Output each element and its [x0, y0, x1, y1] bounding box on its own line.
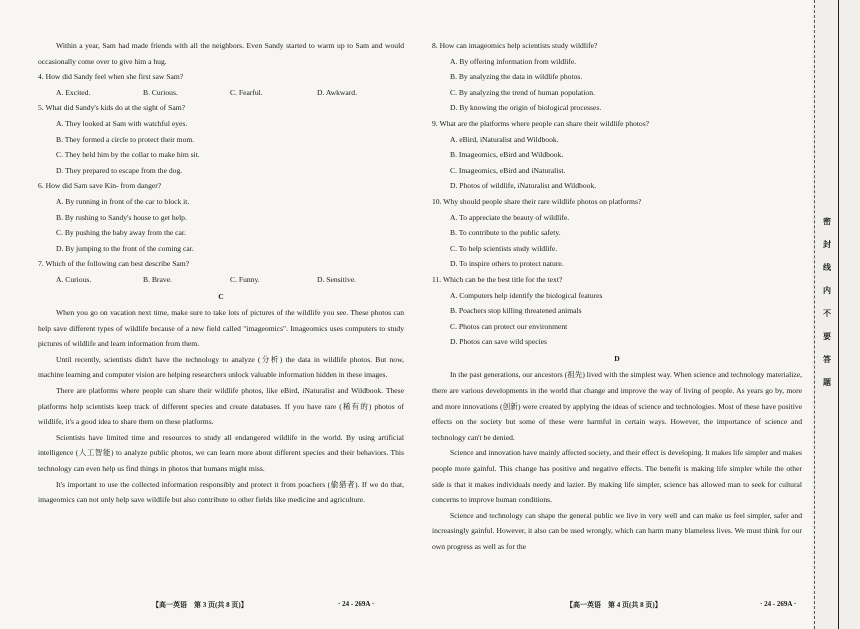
- option: A. By offering information from wildlife.: [450, 56, 577, 66]
- option: B. Poachers stop killing threatened animals: [450, 306, 582, 316]
- seal-char: 不: [823, 309, 831, 318]
- option: B. They formed a circle to protect their mom.: [56, 134, 195, 144]
- left-column: [38, 38, 404, 508]
- seal-line: [814, 0, 815, 629]
- option: C. Photos can protect our environment: [450, 321, 568, 331]
- right-column: [432, 38, 802, 555]
- option: C. By analyzing the trend of human population.: [450, 87, 595, 97]
- question-11: 11. Which can be the best title for the text?: [432, 274, 563, 284]
- seal-char: 密: [823, 217, 831, 226]
- option: B. By rushing to Sandy's house to get help.: [56, 212, 187, 222]
- left-page-code: · 24 - 269A ·: [338, 600, 375, 608]
- seal-notice: [820, 210, 834, 394]
- question-4: 4. How did Sandy feel when she first saw Sam?: [38, 72, 184, 82]
- option: D. To inspire others to protect nature.: [450, 259, 564, 269]
- option: A. To appreciate the beauty of wildlife.: [450, 212, 570, 222]
- question-8: 8. How can imageomics help scientists study wildlife?: [432, 41, 598, 50]
- seal-char: 封: [823, 240, 831, 249]
- option: C. Fearful.: [230, 87, 263, 97]
- passage-b-tail: Within a year, Sam had made friends with all the neighbors. Even Sandy started to warm up to Sam and would occasionally come over to give him a hug.: [38, 41, 404, 66]
- passage-paragraph: Science and technology can shape the general public we live in very well and can make us feel simpler, safer and increasingly gainful. However, it also can be used wrongly, which can harm many blameless lives. We must think for our own progress as well as for the: [432, 510, 802, 551]
- option: C. To help scientists study wildlife.: [450, 243, 558, 253]
- question-4-options: [56, 85, 404, 101]
- seal-char: 要: [823, 332, 831, 341]
- question-7-options: [56, 272, 404, 288]
- option: D. By jumping to the front of the coming car.: [56, 243, 194, 253]
- passage-paragraph: It's important to use the collected information responsibly and protect it from poachers (偷猎者). If we do that, imageomics can not only help save wildlife but also contribute to other fields like medicine and agriculture.: [38, 479, 404, 505]
- seal-char: 线: [823, 263, 831, 272]
- right-page-footer: 【高一英语 第 4 页(共 8 页)】: [566, 601, 662, 609]
- option: A. They looked at Sam with watchful eyes.: [56, 118, 188, 128]
- option: B. By analyzing the data in wildlife photos.: [450, 72, 583, 82]
- question-5: 5. What did Sandy's kids do at the sight of Sam?: [38, 103, 185, 113]
- option: A. By running in front of the car to block it.: [56, 196, 190, 206]
- option: D. By knowing the origin of biological processes.: [450, 103, 602, 113]
- section-d-heading: D: [614, 353, 620, 363]
- option: C. Imageomics, eBird and iNaturalist.: [450, 165, 566, 175]
- passage-paragraph: Until recently, scientists didn't have the technology to analyze (分析) the data in wildlife photos. But now, machine learning and computer vision are helping researchers unlock valuable information hidden in these images.: [38, 354, 404, 380]
- option: A. Excited.: [56, 87, 91, 97]
- question-9: 9. What are the platforms where people can share their wildlife photos?: [432, 118, 650, 128]
- passage-paragraph: In the past generations, our ancestors (祖先) lived with the simplest way. When science and technology materialize, there are various developments in the world that change and improve the way of living of people. As years go by, more and more innovations (创新) were created by applying the ideas of science and technologies. Most of these have positive effects on the society but some of these were harmful in certain ways. However, the importance of science and technology can't be denied.: [432, 370, 802, 442]
- option: A. Computers help identify the biological features: [450, 290, 603, 300]
- option: A. Curious.: [56, 274, 92, 284]
- seal-char: 答: [823, 355, 831, 364]
- option: C. Funny.: [230, 274, 260, 284]
- option: D. Awkward.: [317, 87, 358, 97]
- section-c-heading: C: [218, 291, 224, 301]
- question-7: 7. Which of the following can best describe Sam?: [38, 259, 190, 269]
- seal-char: 题: [823, 378, 831, 387]
- passage-paragraph: There are platforms where people can share their wildlife photos, like eBird, iNaturalist and Wildbook. These platforms help scientists keep track of different species and create databases. If you have rare (稀有的) photos of wildlife, it's a good idea to share them on these platforms.: [38, 386, 404, 427]
- option: B. To contribute to the public safety.: [450, 228, 561, 238]
- left-page-footer: 【高一英语 第 3 页(共 8 页)】: [152, 601, 248, 609]
- passage-paragraph: When you go on vacation next time, make sure to take lots of pictures of the wildlife you see. These photos can help save different types of wildlife because of a new field called "imageomics". Imageomics uses computers to study pictures of wildlife and learn information from them.: [38, 308, 404, 349]
- passage-paragraph: Science and innovation have mainly affected society, and their effect is developing. It makes life simpler and makes people more gainful. This change has positive and negative effects. The benefit is making life simpler while the other side is that it makes individuals needy and lazier. By making life simpler, science has allowed man to seek for cultural concerns to improve human conditions.: [432, 448, 803, 505]
- option: D. Photos of wildlife, iNaturalist and Wildbook.: [450, 181, 597, 191]
- option: D. Photos can save wild species: [450, 337, 548, 347]
- option: C. They held him by the collar to make him sit.: [56, 150, 200, 160]
- binding-rule: [838, 0, 839, 629]
- option: B. Imageomics, eBird and Wildbook.: [450, 150, 564, 160]
- right-page-code: · 24 - 269A ·: [760, 600, 797, 608]
- question-10: 10. Why should people share their rare wildlife photos on platforms?: [432, 196, 642, 206]
- passage-paragraph: Scientists have limited time and resources to study all endangered wildlife in the world. By using artificial intelligence (人工智能) to analyze public photos, we can learn more about different species and their behaviors. This technology can even help us find things in photos that humans might miss.: [38, 432, 404, 474]
- option: B. Brave.: [143, 274, 172, 284]
- option: B. Curious.: [143, 87, 178, 97]
- option: C. By pushing the baby away from the car.: [56, 228, 186, 238]
- option: A. eBird, iNaturalist and Wildbook.: [450, 134, 559, 144]
- option: D. They prepared to escape from the dog.: [56, 165, 183, 175]
- seal-char: 内: [823, 286, 831, 295]
- option: D. Sensitive.: [317, 274, 357, 284]
- question-6: 6. How did Sam save Kin- from danger?: [38, 181, 162, 191]
